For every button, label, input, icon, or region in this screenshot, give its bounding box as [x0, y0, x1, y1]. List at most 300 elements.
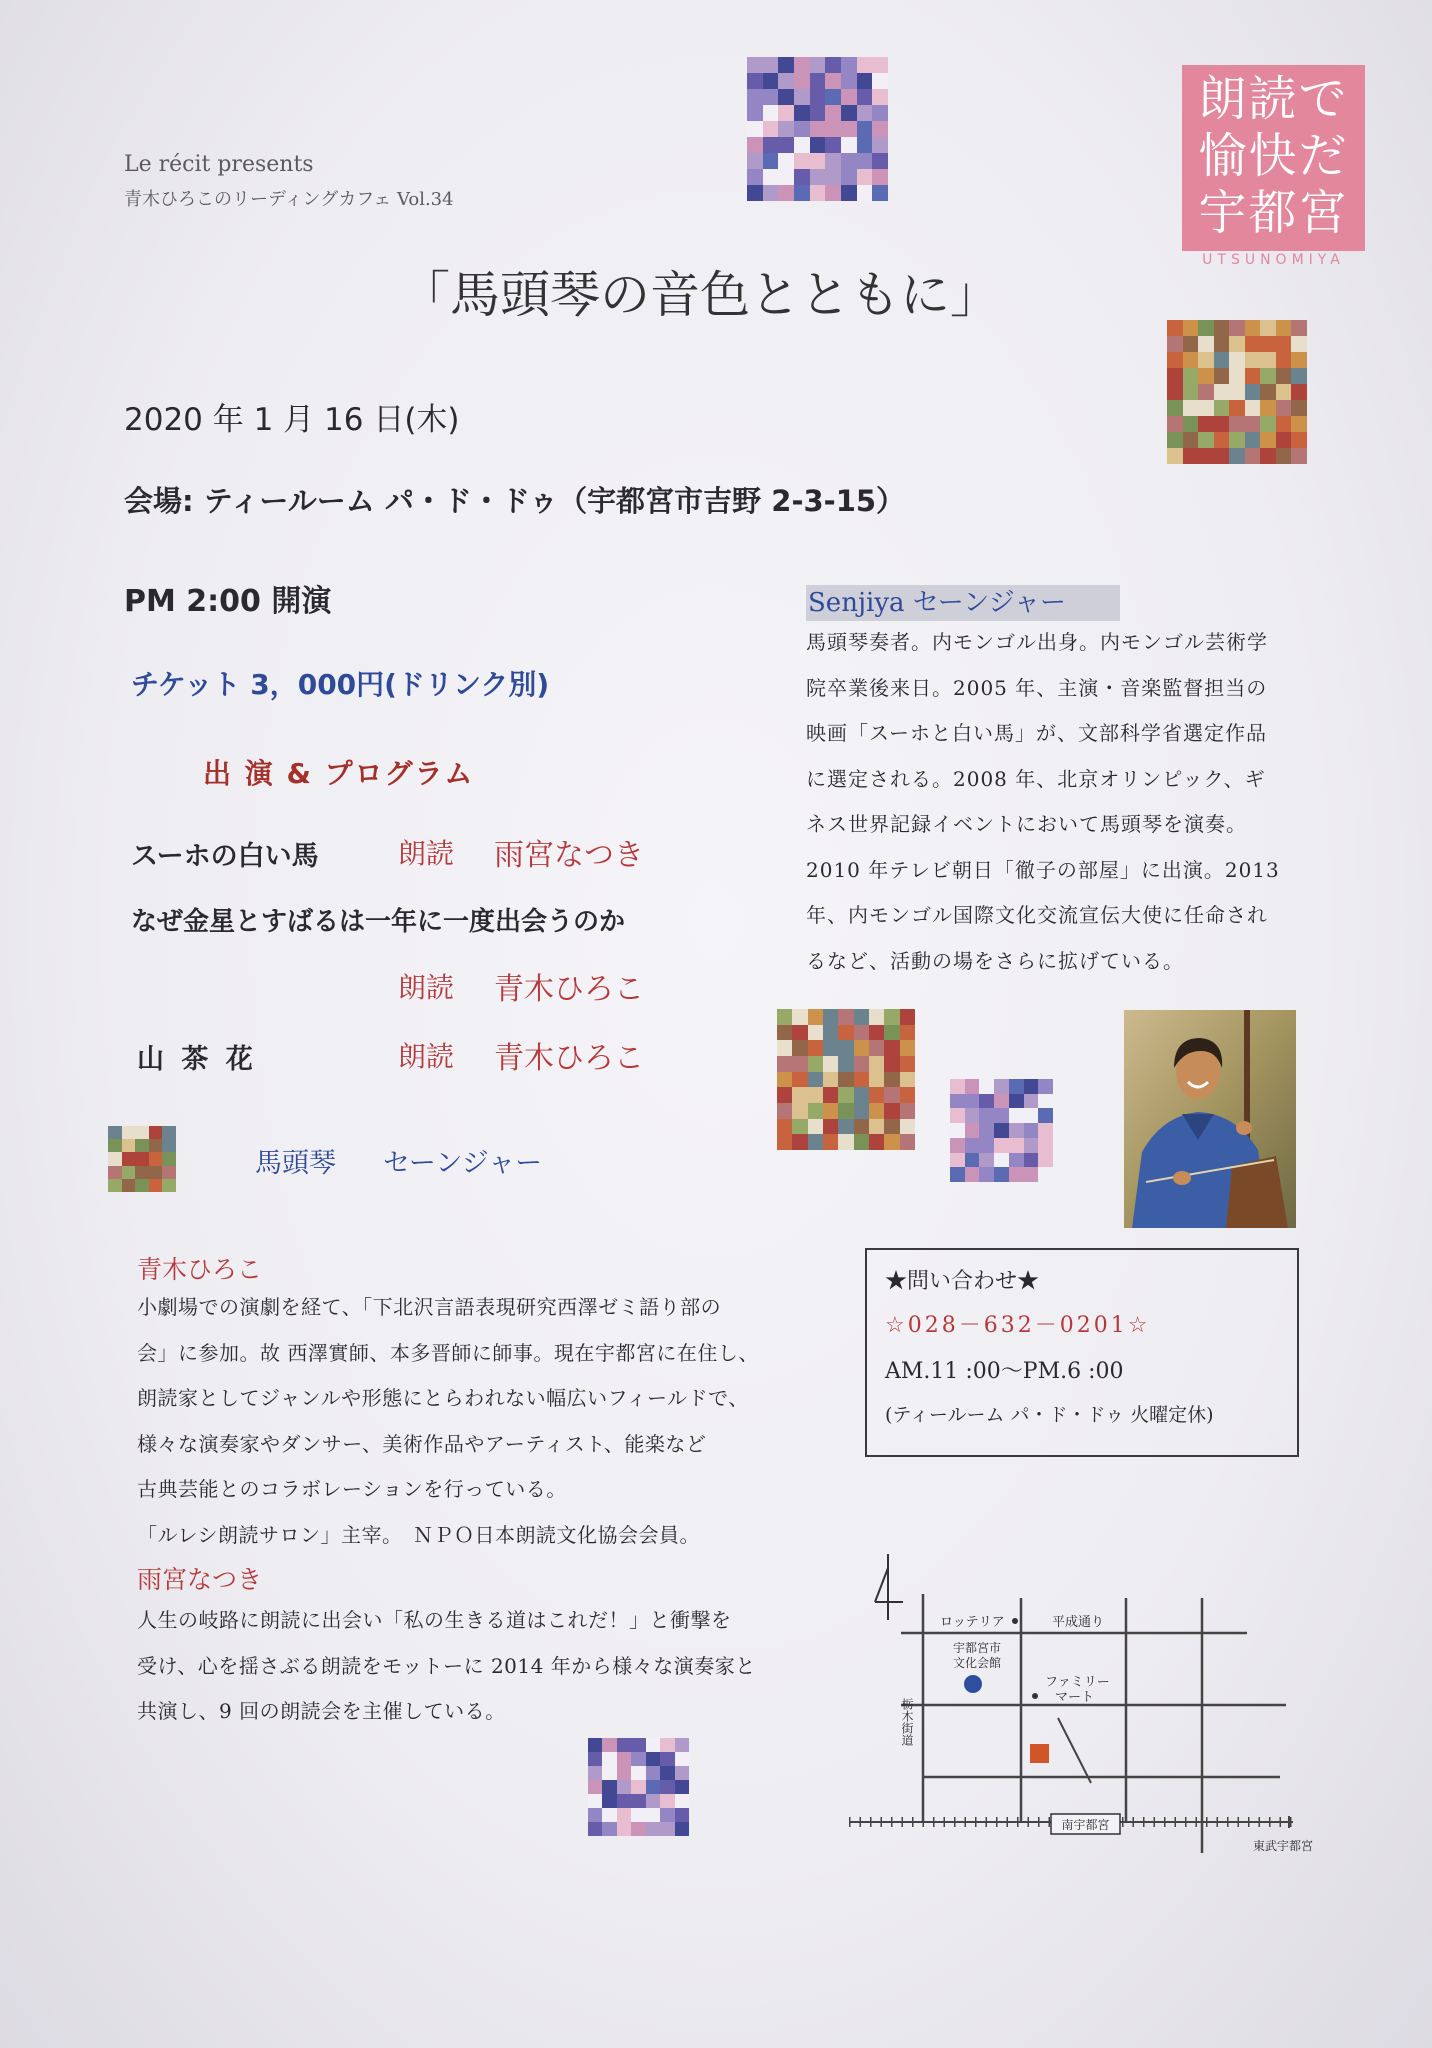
mosaic-tile	[794, 89, 810, 105]
mosaic-tile	[950, 1138, 965, 1153]
mosaic-tile	[1291, 432, 1307, 448]
mosaic-tile	[617, 1766, 631, 1780]
mosaic-tile	[994, 1079, 1009, 1094]
mosaic-tile	[602, 1738, 616, 1752]
mosaic-tile	[794, 121, 810, 137]
mosaic-tile	[810, 73, 826, 89]
ticket-price: チケット 3，000円(ドリンク別)	[131, 668, 550, 701]
mosaic-tile	[631, 1738, 645, 1752]
mosaic-tile	[122, 1166, 136, 1179]
mosaic-tile	[1024, 1108, 1039, 1123]
mosaic-tile	[162, 1126, 176, 1139]
mosaic-tile	[869, 1009, 884, 1025]
program-work: スーホの白い馬	[131, 841, 319, 872]
map-label-familymart: マート	[1055, 1690, 1095, 1705]
mosaic-tile	[869, 1103, 884, 1119]
mosaic-tile	[1038, 1138, 1053, 1153]
mosaic-tile	[1198, 368, 1214, 384]
mosaic-tile	[122, 1152, 136, 1165]
mosaic-tile	[763, 185, 779, 201]
north-marker	[875, 1554, 903, 1620]
mosaic-tile	[872, 73, 888, 89]
mosaic-tile	[965, 1138, 980, 1153]
mosaic-tile	[825, 185, 841, 201]
mosaic-tile	[808, 1025, 823, 1041]
bio-line: 人生の岐路に朗読に出会い「私の生きる道はこれだ！」と衝撃を	[137, 1608, 732, 1632]
map-label-hall: 文化会館	[953, 1656, 1002, 1670]
mosaic-tile	[588, 1752, 602, 1766]
mosaic-tile	[1276, 352, 1292, 368]
map-label-familymart: ファミリー	[1045, 1675, 1110, 1690]
mosaic-tile	[675, 1794, 689, 1808]
mosaic-tile	[794, 105, 810, 121]
mosaic-tile	[841, 105, 857, 121]
mosaic-tile	[1167, 352, 1183, 368]
aoki-bio	[137, 1285, 759, 1558]
familymart-marker	[1032, 1693, 1038, 1699]
mosaic-tile	[778, 153, 794, 169]
mosaic-tile	[810, 57, 826, 73]
mosaic-tile	[747, 57, 763, 73]
mosaic-tile	[857, 73, 873, 89]
mosaic-tile	[900, 1087, 915, 1103]
mosaic-tile	[763, 73, 779, 89]
program-performer: 青木ひろこ	[494, 972, 644, 1007]
mosaic-tile	[950, 1123, 965, 1138]
mosaic-tile	[778, 57, 794, 73]
mosaic-tile	[857, 169, 873, 185]
mosaic-tile	[631, 1822, 645, 1836]
mosaic-tile	[872, 105, 888, 121]
mosaic-tile	[1229, 400, 1245, 416]
mosaic-tile	[869, 1056, 884, 1072]
mosaic-tile	[1214, 352, 1230, 368]
mosaic-tile	[950, 1094, 965, 1109]
mosaic-tile	[857, 57, 873, 73]
mosaic-tile	[1260, 320, 1276, 336]
mosaic-tile	[149, 1166, 163, 1179]
mosaic-tile	[825, 89, 841, 105]
mosaic-tile	[1291, 336, 1307, 352]
mosaic-tile	[950, 1167, 965, 1182]
mosaic-tile	[965, 1108, 980, 1123]
mosaic-tile	[108, 1166, 122, 1179]
mosaic-tile	[838, 1134, 853, 1150]
mosaic-tile	[1276, 432, 1292, 448]
mosaic-tile	[588, 1738, 602, 1752]
mosaic-tile	[1229, 384, 1245, 400]
mosaic-tile	[823, 1087, 838, 1103]
bio-line: ネス世界記録イベントにおいて馬頭琴を演奏。	[806, 812, 1247, 836]
mosaic-tile	[794, 73, 810, 89]
mosaic-tile	[1038, 1094, 1053, 1109]
mosaic-tile	[1291, 448, 1307, 464]
program-work: 山 茶 花	[137, 1044, 257, 1075]
mosaic-tile	[854, 1072, 869, 1088]
mosaic-tile	[747, 73, 763, 89]
mosaic-tile	[1009, 1138, 1024, 1153]
mosaic-tile	[1291, 352, 1307, 368]
mosaic-tile	[777, 1009, 792, 1025]
mosaic-tile	[884, 1040, 899, 1056]
mosaic-tile	[1276, 400, 1292, 416]
mosaic-tile	[808, 1103, 823, 1119]
program-heading: 出 演 & プログラム	[203, 757, 475, 790]
program-role: 朗読	[398, 1040, 455, 1073]
mosaic-tile	[792, 1040, 807, 1056]
mosaic-tile	[1260, 384, 1276, 400]
mosaic-tile	[979, 1138, 994, 1153]
contact-heading: ★問い合わせ★	[885, 1269, 1040, 1294]
mosaic-tile	[900, 1134, 915, 1150]
music-performer: セーンジャー	[383, 1148, 543, 1179]
mosaic-tile	[857, 185, 873, 201]
mosaic-tile	[1024, 1153, 1039, 1168]
performer-photo	[1124, 1010, 1296, 1228]
mosaic-tile	[994, 1123, 1009, 1138]
mosaic-tile	[979, 1167, 994, 1182]
map-label-east: 東武宇都宮	[1253, 1839, 1314, 1853]
mosaic-tile	[135, 1166, 149, 1179]
mosaic-tile	[646, 1738, 660, 1752]
mosaic-tile	[778, 89, 794, 105]
mosaic-tile	[1198, 352, 1214, 368]
mosaic-tile	[1214, 384, 1230, 400]
mosaic-tile	[1229, 320, 1245, 336]
bio-line: 馬頭琴奏者。内モンゴル出身。内モンゴル芸術学	[806, 630, 1268, 654]
mosaic-tile	[588, 1766, 602, 1780]
bio-line: 共演し、9 回の朗読会を主催している。	[137, 1699, 506, 1723]
mosaic-tile	[838, 1119, 853, 1135]
mosaic-tile	[825, 57, 841, 73]
mosaic-tile	[825, 153, 841, 169]
mosaic-tile	[1260, 448, 1276, 464]
mosaic-tile	[994, 1108, 1009, 1123]
mosaic-tile	[900, 1009, 915, 1025]
contact-phone[interactable]: ☆028－632－0201☆	[885, 1313, 1151, 1338]
performer-hand	[1236, 1121, 1252, 1135]
mosaic-tile	[794, 137, 810, 153]
mosaic-tile	[1260, 432, 1276, 448]
mosaic-tile	[778, 169, 794, 185]
mosaic-tile	[631, 1808, 645, 1822]
mosaic-tile	[660, 1738, 674, 1752]
mosaic-tile	[823, 1040, 838, 1056]
mosaic-tile	[1229, 416, 1245, 432]
mosaic-tile	[794, 169, 810, 185]
mosaic-tile	[1198, 320, 1214, 336]
mosaic-tile	[1214, 400, 1230, 416]
bio-line: 年、内モンゴル国際文化交流宣伝大使に任命され	[806, 903, 1268, 927]
mosaic-tile	[660, 1766, 674, 1780]
mosaic-tile	[1229, 432, 1245, 448]
mosaic-tile	[1009, 1079, 1024, 1094]
mosaic-tile	[108, 1126, 122, 1139]
mosaic-tile	[854, 1134, 869, 1150]
mosaic-tile	[1229, 352, 1245, 368]
map-label-station: 南宇都宮	[1061, 1818, 1110, 1832]
performer-hand	[1173, 1171, 1191, 1185]
mosaic-tile	[1167, 384, 1183, 400]
mosaic-tile	[810, 153, 826, 169]
mosaic-tile	[838, 1056, 853, 1072]
mosaic-tile	[1009, 1108, 1024, 1123]
mosaic-tile	[884, 1087, 899, 1103]
mosaic-tile	[869, 1087, 884, 1103]
mosaic-tile	[869, 1040, 884, 1056]
mosaic-tile	[646, 1794, 660, 1808]
mosaic-tile	[810, 169, 826, 185]
mosaic-tile	[823, 1134, 838, 1150]
program-work: なぜ金星とすばるは一年に一度出会うのか	[131, 907, 626, 937]
bio-line: 小劇場での演劇を経て、「下北沢言語表現研究西澤ゼミ語り部の	[137, 1295, 722, 1319]
mosaic-tile	[777, 1072, 792, 1088]
mosaic-tile	[763, 105, 779, 121]
mosaic-tile	[777, 1087, 792, 1103]
mosaic-tile	[588, 1794, 602, 1808]
access-map	[849, 1548, 1333, 1858]
mosaic-tile	[1183, 368, 1199, 384]
mosaic-tile	[794, 153, 810, 169]
utsunomiya-logo	[1182, 65, 1365, 251]
mosaic-tile	[854, 1056, 869, 1072]
bio-line: 朗読家としてジャンルや形態にとらわれない幅広いフィールドで、	[137, 1386, 749, 1410]
mosaic-tile	[675, 1738, 689, 1752]
mosaic-tile	[994, 1138, 1009, 1153]
bio-line: るなど、活動の場をさらに拡げている。	[806, 948, 1184, 973]
mosaic-tile	[810, 89, 826, 105]
mosaic-tile	[808, 1056, 823, 1072]
mosaic-tile	[646, 1752, 660, 1766]
map-label-road: 栃木街道	[900, 1698, 914, 1746]
mosaic-tile	[135, 1139, 149, 1152]
mosaic-tile	[900, 1056, 915, 1072]
mosaic-tile	[1009, 1167, 1024, 1182]
mosaic-tile	[823, 1056, 838, 1072]
mosaic-tile	[1291, 400, 1307, 416]
mosaic-pattern	[1167, 320, 1307, 464]
mosaic-tile	[1024, 1138, 1039, 1153]
mosaic-tile	[646, 1766, 660, 1780]
mosaic-tile	[660, 1822, 674, 1836]
mosaic-tile	[135, 1126, 149, 1139]
mosaic-tile	[660, 1780, 674, 1794]
series-line: 青木ひろこのリーディングカフェ Vol.34	[124, 189, 454, 210]
mosaic-tile	[1183, 416, 1199, 432]
mosaic-tile	[841, 137, 857, 153]
mosaic-tile	[792, 1072, 807, 1088]
logo-line: 朗読で	[1198, 71, 1349, 127]
mosaic-tile	[869, 1119, 884, 1135]
mosaic-tile	[1183, 432, 1199, 448]
mosaic-tile	[1229, 448, 1245, 464]
bio-line: 古典芸能とのコラボレーションを行っている。	[137, 1477, 567, 1501]
mosaic-tile	[979, 1094, 994, 1109]
mosaic-tile	[872, 57, 888, 73]
mosaic-tile	[631, 1794, 645, 1808]
mosaic-tile	[149, 1152, 163, 1165]
mosaic-tile	[1167, 336, 1183, 352]
mosaic-tile	[149, 1126, 163, 1139]
contact-hours: AM.11 :00～PM.6 :00	[885, 1359, 1124, 1384]
mosaic-tile	[857, 105, 873, 121]
program-role: 朗読	[398, 971, 455, 1004]
mosaic-tile	[588, 1808, 602, 1822]
mosaic-tile	[617, 1822, 631, 1836]
contact-note: (ティールーム パ・ド・ドゥ 火曜定休)	[885, 1404, 1214, 1426]
program-role: 朗読	[398, 837, 455, 870]
mosaic-tile	[108, 1139, 122, 1152]
mosaic-tile	[979, 1108, 994, 1123]
mosaic-tile	[1260, 336, 1276, 352]
mosaic-tile	[979, 1123, 994, 1138]
mosaic-tile	[823, 1009, 838, 1025]
mosaic-tile	[854, 1040, 869, 1056]
mosaic-tile	[1024, 1167, 1039, 1182]
mosaic-tile	[841, 57, 857, 73]
mosaic-tile	[1245, 384, 1261, 400]
mosaic-tile	[808, 1072, 823, 1088]
mosaic-tile	[631, 1780, 645, 1794]
mosaic-tile	[841, 185, 857, 201]
mosaic-tile	[135, 1179, 149, 1192]
mosaic-tile	[808, 1087, 823, 1103]
mosaic-tile	[810, 105, 826, 121]
mosaic-tile	[823, 1025, 838, 1041]
mosaic-tile	[660, 1794, 674, 1808]
mosaic-tile	[965, 1079, 980, 1094]
mosaic-tile	[794, 185, 810, 201]
mosaic-tile	[1038, 1167, 1053, 1182]
mosaic-tile	[900, 1119, 915, 1135]
aoki-heading: 青木ひろこ	[137, 1255, 263, 1284]
mosaic-tile	[631, 1766, 645, 1780]
amamiya-heading: 雨宮なつき	[137, 1565, 263, 1594]
mosaic-tile	[602, 1780, 616, 1794]
mosaic-tile	[825, 121, 841, 137]
mosaic-tile	[869, 1134, 884, 1150]
mosaic-tile	[617, 1794, 631, 1808]
mosaic-tile	[1198, 336, 1214, 352]
logo-line: 宇都宮	[1198, 185, 1349, 241]
mosaic-tile	[162, 1152, 176, 1165]
mosaic-tile	[823, 1103, 838, 1119]
mosaic-tile	[1038, 1079, 1053, 1094]
mosaic-tile	[646, 1808, 660, 1822]
mosaic-tile	[1183, 336, 1199, 352]
mosaic-tile	[617, 1808, 631, 1822]
mosaic-tile	[617, 1738, 631, 1752]
mosaic-tile	[763, 137, 779, 153]
mosaic-tile	[1245, 432, 1261, 448]
mosaic-tile	[950, 1079, 965, 1094]
mosaic-tile	[1183, 320, 1199, 336]
mosaic-tile	[617, 1752, 631, 1766]
mosaic-tile	[778, 73, 794, 89]
mosaic-tile	[1245, 336, 1261, 352]
logo-line: 愉快だ	[1198, 128, 1349, 184]
mosaic-tile	[1198, 384, 1214, 400]
mosaic-tile	[950, 1153, 965, 1168]
bio-line: 様々な演奏家やダンサー、美術作品やアーティスト、能楽など	[137, 1431, 707, 1456]
mosaic-tile	[646, 1780, 660, 1794]
mosaic-tile	[675, 1752, 689, 1766]
mosaic-tile	[794, 57, 810, 73]
culture-hall-marker	[964, 1675, 982, 1693]
mosaic-tile	[162, 1179, 176, 1192]
mosaic-tile	[1260, 352, 1276, 368]
mosaic-tile	[838, 1103, 853, 1119]
mosaic-tile	[1276, 416, 1292, 432]
mosaic-tile	[965, 1167, 980, 1182]
mosaic-tile	[1167, 432, 1183, 448]
mosaic-tile	[777, 1025, 792, 1041]
mosaic-tile	[747, 153, 763, 169]
mosaic-tile	[808, 1009, 823, 1025]
mosaic-tile	[1245, 368, 1261, 384]
bio-line: 2010 年テレビ朝日「徹子の部屋」に出演。2013	[806, 857, 1280, 882]
mosaic-tile	[1276, 448, 1292, 464]
mosaic-tile	[857, 89, 873, 105]
mosaic-tile	[1214, 368, 1230, 384]
mosaic-tile	[1024, 1123, 1039, 1138]
mosaic-tile	[602, 1752, 616, 1766]
mosaic-tile	[900, 1040, 915, 1056]
mosaic-tile	[841, 121, 857, 137]
mosaic-tile	[838, 1072, 853, 1088]
mosaic-tile	[602, 1808, 616, 1822]
mosaic-tile	[808, 1040, 823, 1056]
lotteria-marker	[1012, 1618, 1018, 1624]
mosaic-tile	[869, 1025, 884, 1041]
mosaic-tile	[1245, 448, 1261, 464]
bio-line: 「ルレシ朗読サロン」主宰。 ＮＰＯ日本朗読文化協会会員。	[137, 1522, 700, 1547]
mosaic-tile	[675, 1822, 689, 1836]
mosaic-tile	[884, 1103, 899, 1119]
mosaic-tile	[675, 1808, 689, 1822]
mosaic-tile	[884, 1009, 899, 1025]
mosaic-tile	[994, 1094, 1009, 1109]
event-date: 2020 年 1 月 16 日(木)	[124, 402, 460, 438]
mosaic-tile	[162, 1166, 176, 1179]
mosaic-tile	[675, 1766, 689, 1780]
mosaic-tile	[1198, 432, 1214, 448]
mosaic-tile	[602, 1766, 616, 1780]
mosaic-tile	[1260, 368, 1276, 384]
mosaic-tile	[1214, 448, 1230, 464]
bio-line: に選定される。2008 年、北京オリンピック、ギ	[806, 766, 1266, 791]
amamiya-bio	[137, 1598, 756, 1735]
mosaic-tile	[1183, 384, 1199, 400]
mosaic-tile	[1260, 416, 1276, 432]
music-instrument: 馬頭琴	[255, 1148, 336, 1179]
mosaic-tile	[588, 1822, 602, 1836]
mosaic-tile	[108, 1152, 122, 1165]
mosaic-tile	[778, 121, 794, 137]
mosaic-tile	[777, 1119, 792, 1135]
bio-line: 院卒業後来日。2005 年、主演・音楽監督担当の	[806, 675, 1268, 700]
mosaic-tile	[900, 1072, 915, 1088]
senjiya-heading: Senjiya セーンジャー	[806, 585, 1120, 621]
mosaic-tile	[792, 1087, 807, 1103]
mosaic-tile	[884, 1134, 899, 1150]
mosaic-tile	[884, 1056, 899, 1072]
mosaic-tile	[1245, 320, 1261, 336]
mosaic-tile	[778, 185, 794, 201]
mosaic-tile	[777, 1040, 792, 1056]
map-label-heisei: 平成通り	[1052, 1615, 1105, 1630]
mosaic-tile	[588, 1780, 602, 1794]
